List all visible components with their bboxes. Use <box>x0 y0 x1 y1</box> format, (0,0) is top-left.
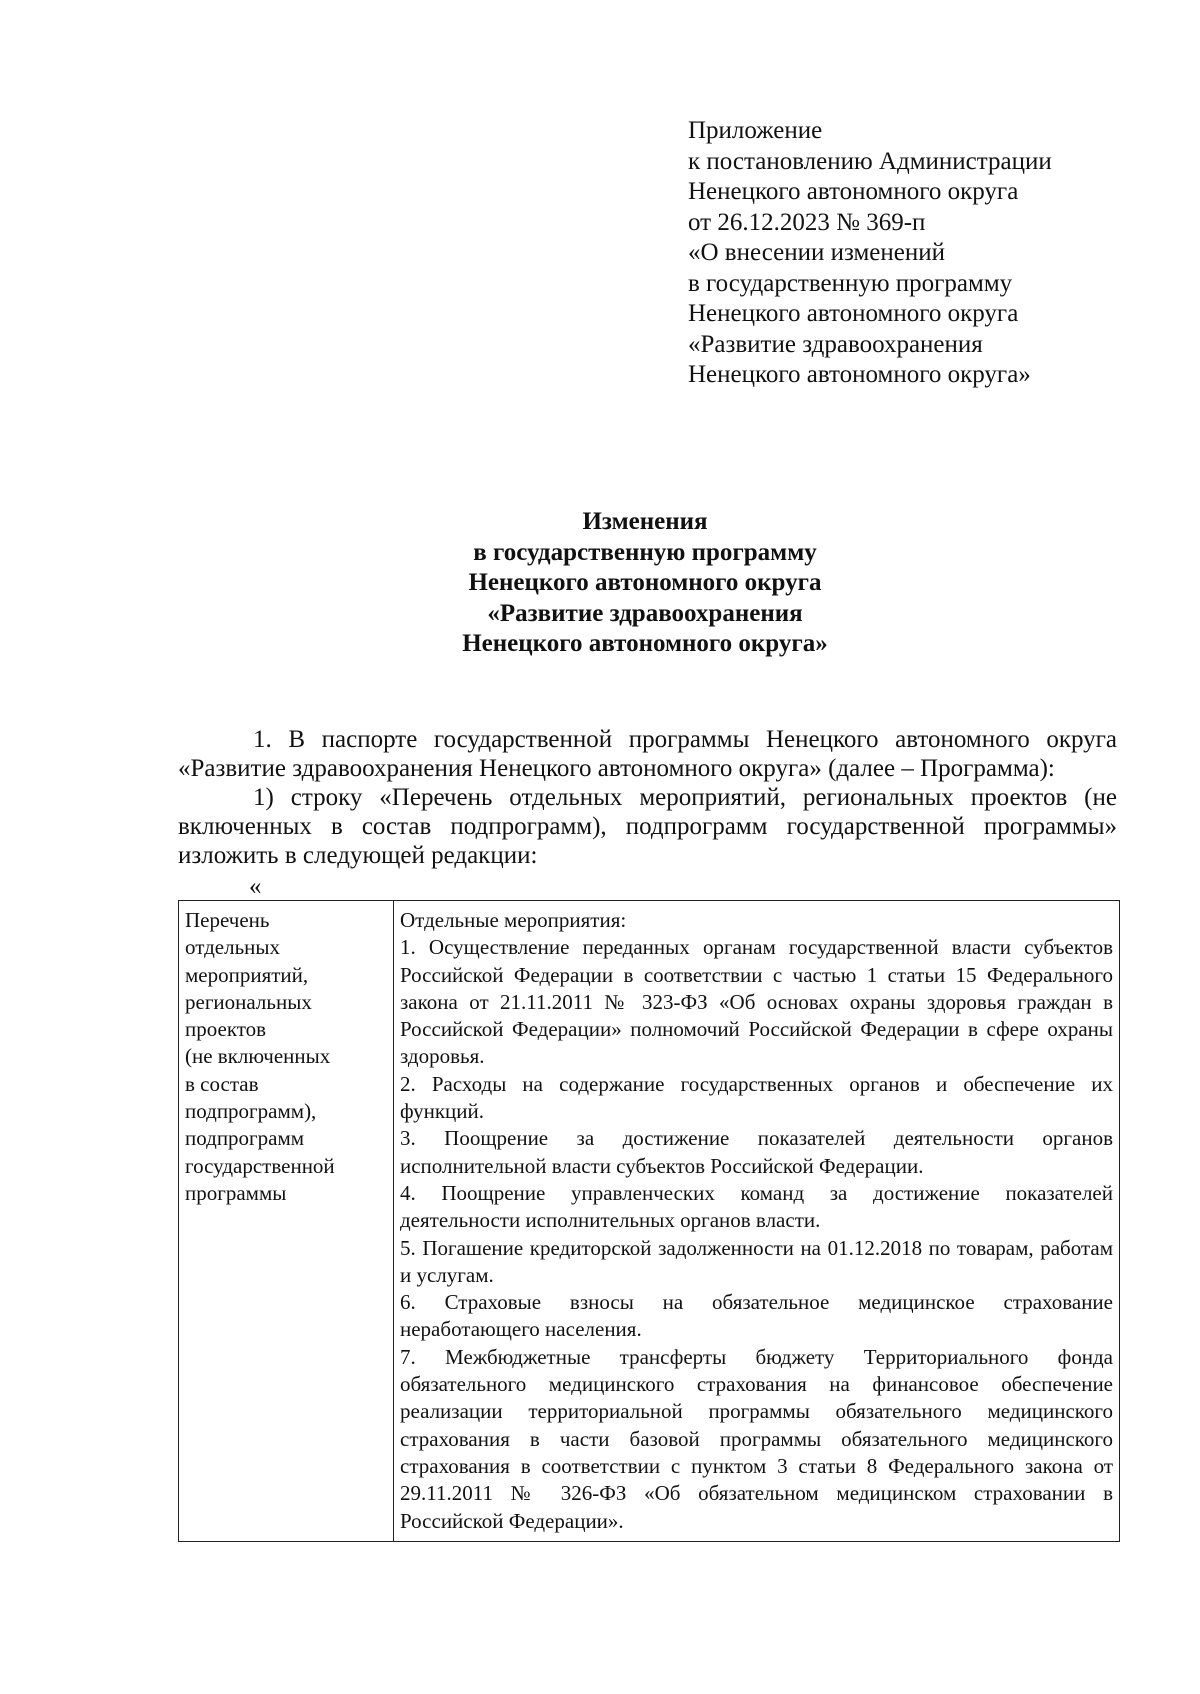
appendix-line: Ненецкого автономного округа» <box>688 361 1031 388</box>
row-content-cell <box>394 901 1120 1542</box>
measures-heading: Отдельные мероприятия: <box>400 908 627 932</box>
paragraph-1: 1. В паспорте государственной программы Ненецкого автономного округа «Развитие здравоохранения Ненецкого автономного округа» (далее – Программа): <box>178 726 1117 782</box>
measure-item: 6. Страховые взносы на обязательное медицинское страхование неработающего населения. <box>400 1290 1113 1342</box>
label-line: мероприятий, <box>185 962 309 987</box>
label-line: отдельных <box>185 935 281 960</box>
title-line: Ненецкого автономного округа» <box>462 630 828 657</box>
measure-item: 7. Межбюджетные трансферты бюджету Территориального фонда обязательного медицинского страхования на финансовое обеспечение реализации территориальной программы обязательного медицинского страхования в части базовой программы обязательного медицинского страхования в соответствии с пунктом 3 статьи 8 Федерального закона от 29.11.2011 № 326-ФЗ «Об обязательном медицинском страховании в Российской Федерации». <box>400 1344 1113 1533</box>
measure-item: 4. Поощрение управленческих команд за достижение показателей деятельности исполнительных органов власти. <box>400 1180 1113 1233</box>
title-line: Ненецкого автономного округа <box>468 569 822 596</box>
measure-item: 3. Поощрение за достижение показателей деятельности органов исполнительной власти субъектов Российской Федерации. <box>400 1126 1113 1178</box>
appendix-header <box>688 116 1168 391</box>
measure-item: 5. Погашение кредиторской задолженности на 01.12.2018 по товарам, работам и услугам. <box>400 1235 1113 1287</box>
label-line: проектов <box>185 1017 267 1042</box>
label-line: (не включенных <box>185 1044 331 1069</box>
label-line: подпрограмм), <box>185 1099 317 1124</box>
appendix-line: Ненецкого автономного округа <box>688 300 1019 327</box>
label-line: в состав <box>185 1071 259 1096</box>
title-line: в государственную программу <box>473 538 817 566</box>
label-line: подпрограмм <box>185 1126 305 1151</box>
label-line: региональных <box>185 989 312 1014</box>
measure-item: 1. Осуществление переданных органам государственной власти субъектов Российской Федерации в соответствии с частью 1 статьи 15 Федерального закона от 21.11.2011 № 323-ФЗ «Об основах охраны здоровья граждан в Российской Федерации» полномочий Российской Федерации в сфере охраны здоровья. <box>400 935 1113 1069</box>
measures-table <box>178 900 1120 1542</box>
label-line: Перечень <box>185 908 270 932</box>
open-quote-mark: « <box>249 873 262 900</box>
row-label-cell <box>179 901 394 1542</box>
document-title <box>0 507 1200 660</box>
paragraph-2: 1) строку «Перечень отдельных мероприятий, региональных проектов (не включенных в состав подпрограмм), подпрограмм государственной программы» изложить в следующей редакции: <box>178 784 1117 869</box>
measure-item: 2. Расходы на содержание государственных органов и обеспечение их функций. <box>400 1071 1113 1124</box>
appendix-line: Приложение <box>688 117 823 144</box>
table-row <box>179 901 1120 1542</box>
label-line: программы <box>185 1180 287 1205</box>
label-line: государственной <box>185 1153 335 1178</box>
appendix-line: к постановлению Администрации <box>688 147 1052 175</box>
title-line: Изменения <box>582 508 708 535</box>
appendix-line: в государственную программу <box>688 269 1013 297</box>
appendix-line: Ненецкого автономного округа <box>688 178 1019 205</box>
title-line: «Развитие здравоохранения <box>487 599 803 627</box>
appendix-line: от 26.12.2023 № 369-п <box>688 208 926 236</box>
appendix-line: «Развитие здравоохранения <box>688 330 983 358</box>
appendix-line: «О внесении изменений <box>688 239 946 266</box>
